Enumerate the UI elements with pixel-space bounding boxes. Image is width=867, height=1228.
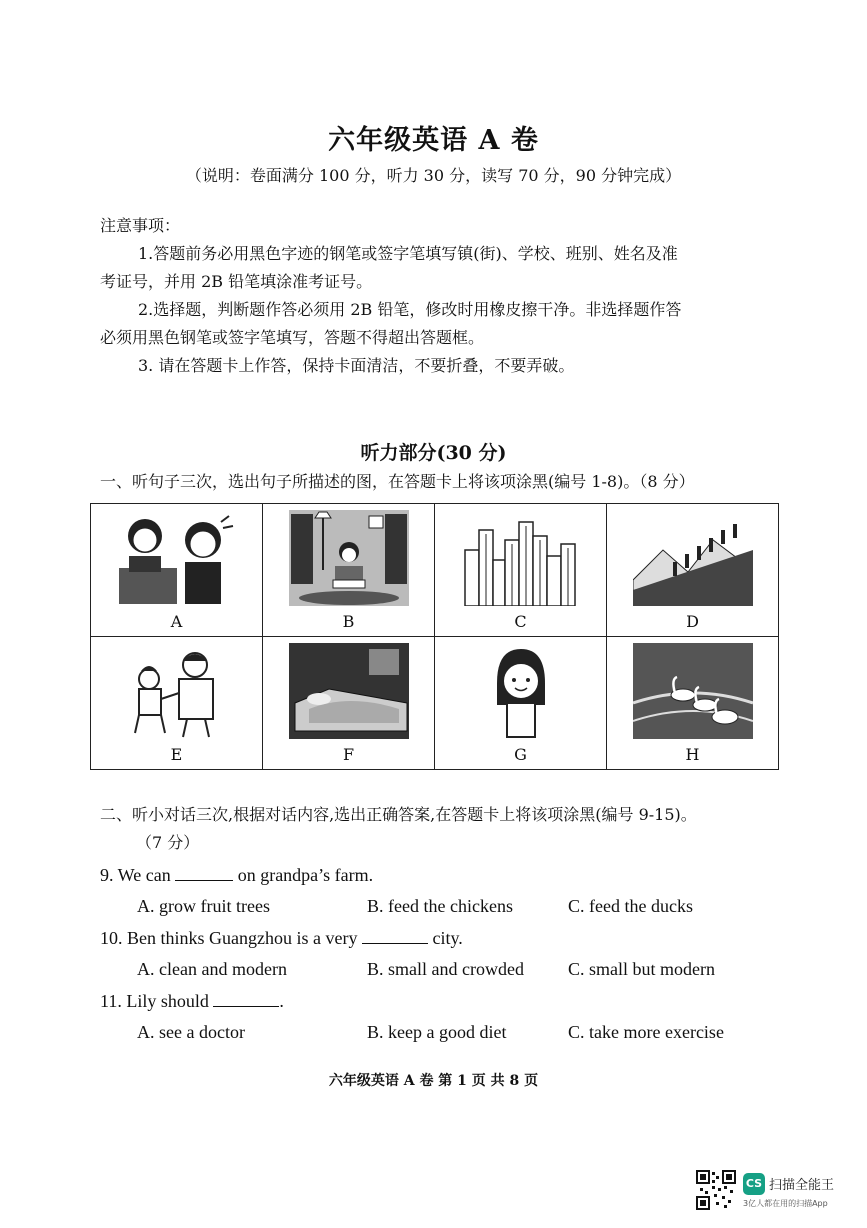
picture-label: C — [514, 612, 527, 631]
picture-label: B — [342, 612, 355, 631]
section-1-instruction: 一、听句子三次，选出句子所描述的图，在答题卡上将该项涂黑(编号 1-8)。（8 分） — [100, 472, 695, 491]
note-item-1: 1.答题前务必用黑色字迹的钢笔或签字笔填写镇(街)、学校、班别、姓名及准 — [138, 244, 678, 263]
qr-code-icon — [696, 1170, 736, 1210]
picture-cell-g — [435, 637, 607, 770]
picture-cell-d — [607, 504, 779, 637]
girl-reading-icon — [289, 510, 409, 606]
notes-heading: 注意事项： — [100, 216, 181, 235]
question-stem: 9. We can — [100, 865, 171, 885]
picture-cell-e — [91, 637, 263, 770]
people-eating-icon — [117, 510, 237, 606]
sleeping-bed-icon — [289, 643, 409, 739]
picture-label: F — [342, 745, 355, 764]
picture-cell-h — [607, 637, 779, 770]
picture-grid — [90, 503, 779, 770]
picture-cell-f — [263, 637, 435, 770]
doctor-child-icon — [117, 643, 237, 739]
scanner-tagline: 3亿人都在用的扫描App — [743, 1199, 828, 1208]
answer-blank — [362, 927, 428, 944]
picture-label: A — [170, 612, 183, 631]
option-a: A. see a doctor — [137, 1022, 245, 1042]
option-c: C. take more exercise — [568, 1022, 724, 1042]
geese-pond-icon — [633, 643, 753, 739]
picture-label: G — [514, 745, 527, 764]
option-b: B. keep a good diet — [367, 1022, 507, 1042]
scanner-brand: 扫描全能王 — [769, 1178, 835, 1193]
scanner-logo: CS — [743, 1173, 765, 1195]
question-stem-end: city. — [432, 928, 463, 948]
question-10 — [100, 927, 463, 949]
question-11 — [100, 990, 284, 1012]
option-b: B. feed the chickens — [367, 896, 513, 916]
picture-cell-c — [435, 504, 607, 637]
option-a: A. clean and modern — [137, 959, 287, 979]
note-item-2-cont: 必须用黑色钢笔或签字笔填写，答题不得超出答题框。 — [100, 328, 485, 347]
section-2-line-1: 二、听小对话三次,根据对话内容,选出正确答案,在答题卡上将该项涂黑(编号 9-15)。 — [100, 805, 697, 824]
mountain-hikers-icon — [633, 510, 753, 606]
question-stem-end: on grandpa’s farm. — [237, 865, 374, 885]
section-2-instruction — [100, 801, 820, 857]
city-skyline-icon — [461, 510, 581, 606]
note-item-1-cont: 考证号，并用 2B 铅笔填涂准考证号。 — [100, 272, 373, 291]
answer-blank — [175, 864, 233, 881]
question-stem: 10. Ben thinks Guangzhou is a very — [100, 928, 358, 948]
page-footer: 六年级英语 A 卷 第 1 页 共 8 页 — [328, 1073, 539, 1089]
picture-cell-b — [263, 504, 435, 637]
question-9 — [100, 864, 373, 886]
picture-label: H — [685, 745, 700, 764]
picture-label: E — [170, 745, 183, 764]
notes-section — [100, 212, 780, 380]
answer-blank — [213, 990, 279, 1007]
question-stem-end: . — [279, 991, 284, 1011]
picture-cell-a — [91, 504, 263, 637]
smiling-girl-icon — [461, 643, 581, 739]
picture-label: D — [686, 612, 699, 631]
page-title: 六年级英语 A 卷 — [328, 125, 539, 156]
question-stem: 11. Lily should — [100, 991, 209, 1011]
section-2-points: （7 分） — [136, 833, 200, 852]
option-a: A. grow fruit trees — [137, 896, 270, 916]
option-b: B. small and crowded — [367, 959, 524, 979]
note-item-2: 2.选择题，判断题作答必须用 2B 铅笔，修改时用橡皮擦干净。非选择题作答 — [138, 300, 682, 319]
exam-instructions: （说明：卷面满分 100 分，听力 30 分，读写 70 分，90 分钟完成） — [185, 166, 682, 185]
option-c: C. feed the ducks — [568, 896, 693, 916]
listening-title: 听力部分(30 分) — [360, 442, 507, 464]
note-item-3: 3. 请在答题卡上作答，保持卡面清洁，不要折叠，不要弄破。 — [138, 356, 575, 375]
option-c: C. small but modern — [568, 959, 715, 979]
